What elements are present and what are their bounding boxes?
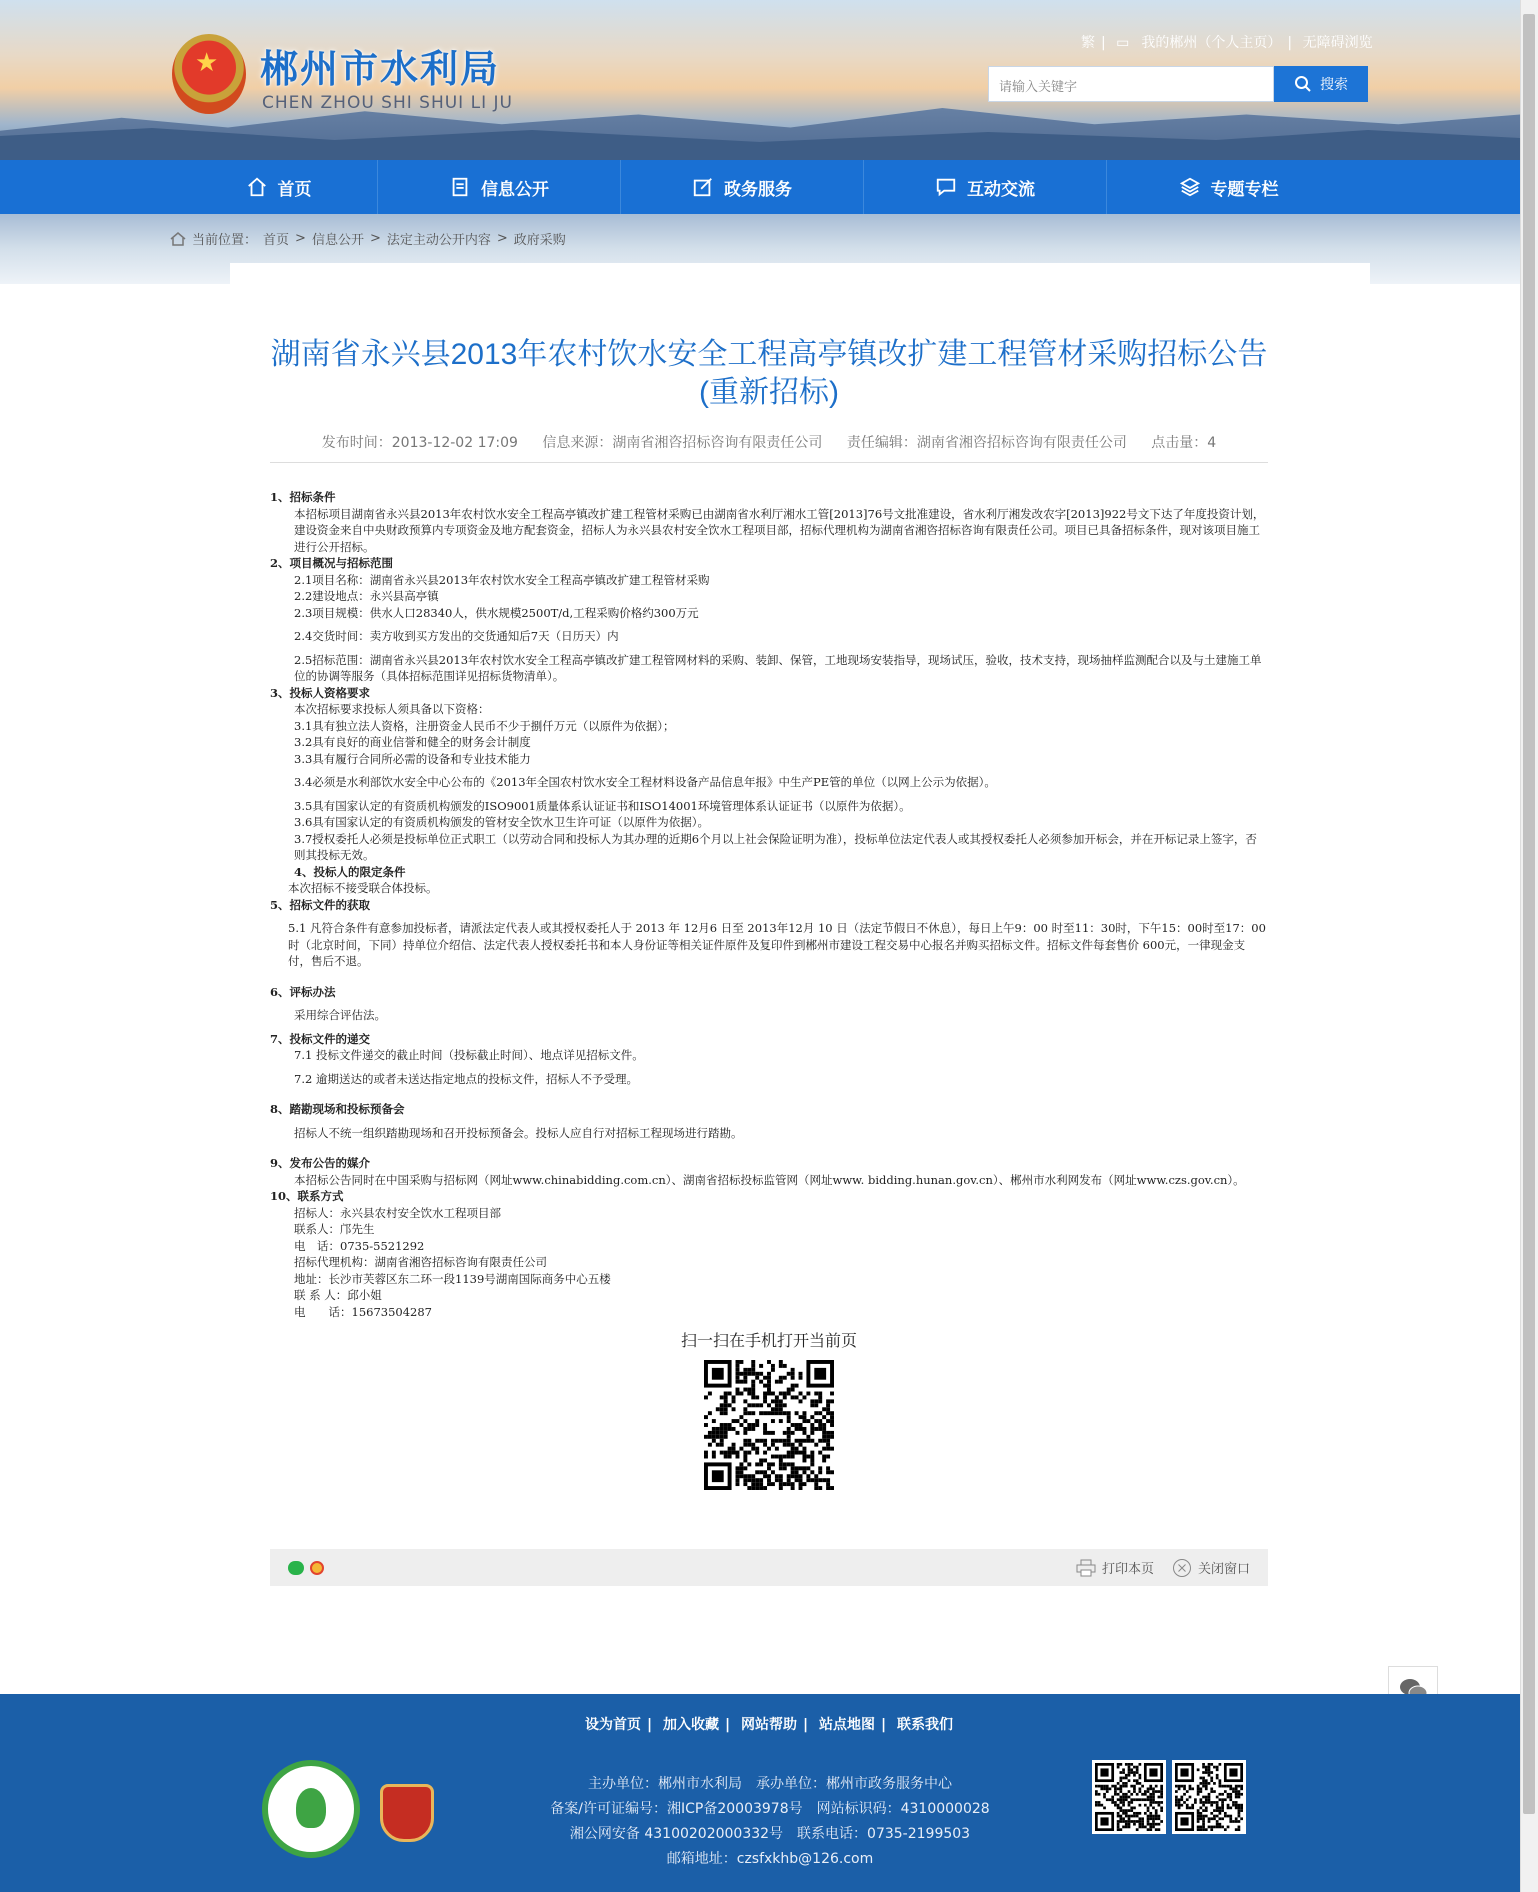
- set-homepage-link[interactable]: 设为首页: [585, 1717, 641, 1733]
- nav-item-label: 首页: [277, 179, 312, 200]
- printer-icon: [1076, 1559, 1096, 1577]
- article-paragraph: 2、项目概况与招标范围: [270, 556, 394, 570]
- footer-line-icp: 备案/许可证编号：湘ICP备20003978号 网站标识码：4310000028: [550, 1801, 990, 1817]
- article-paragraph: 4、投标人的限定条件: [294, 864, 406, 879]
- article-paragraph: 招标人：永兴县农村安全饮水工程项目部: [294, 1205, 501, 1220]
- main-nav: [0, 160, 1520, 214]
- article-paragraph: 3.1具有独立法人资格，注册资金人民币不少于捌仟万元（以原件为依据）；: [294, 718, 675, 733]
- paragraph-spacer: [270, 1141, 1268, 1155]
- article-paragraph: 2.3项目规模：供水人口28340人，供水规模2500T/d,工程采购价格约300万元: [294, 605, 699, 620]
- article-paragraph: 本招标公告同时在中国采购与招标网（网址www.chinabidding.com.cn）、湖南省招标投标监管网（网址www. bidding.hunan.gov.cn）、郴州市水利网发布（网址www.czs.gov.cn）。: [294, 1172, 1245, 1187]
- article-paragraph: 7.2 逾期送达的或者未送达指定地点的投标文件，招标人不予受理。: [294, 1071, 638, 1086]
- footer-links: 设为首页 | 加入收藏 | 网站帮助 | 站点地图 | 联系我们: [585, 1717, 953, 1733]
- weibo-share-icon[interactable]: [310, 1561, 324, 1575]
- article-paragraph: 3.5具有国家认定的有资质机构颁发的ISO9001质量体系认证证书和ISO14001环境管理体系认证证书（以原件为依据）。: [294, 798, 911, 813]
- accessibility-link[interactable]: 无障碍浏览: [1302, 35, 1373, 51]
- article-meta: [270, 432, 1268, 452]
- article-paragraph: 3.3具有履行合同所必需的设备和专业技术能力: [294, 751, 531, 766]
- breadcrumb-prefix: 当前位置：: [192, 233, 258, 248]
- article-paragraph: 招标代理机构：湖南省湘咨招标咨询有限责任公司: [294, 1255, 547, 1269]
- article-paragraph: 电 话：15673504287: [294, 1304, 432, 1319]
- publish-time: 发布时间：2013-12-02 17:09: [321, 435, 518, 451]
- nav-item-gov-services[interactable]: [621, 160, 864, 214]
- footer-info: [440, 1772, 1100, 1872]
- scrollbar-thumb[interactable]: [1523, 14, 1535, 1814]
- paragraph-spacer: [270, 1087, 1268, 1101]
- qr-caption: 扫一扫在手机打开当前页: [680, 1331, 857, 1350]
- party-gov-badge-logo[interactable]: [380, 1784, 434, 1842]
- edit-icon: [692, 176, 714, 198]
- breadcrumb-item-statutory[interactable]: 法定主动公开内容: [386, 233, 491, 248]
- site-subtitle: CHEN ZHOU SHI SHUI LI JU: [262, 93, 513, 113]
- footer-qr-code-wechat: [1092, 1760, 1166, 1834]
- article-paragraph: 本招标项目湖南省永兴县2013年农村饮水安全工程高亭镇改扩建工程管材采购已由湖南省水利厅湘水工管[2013]76号文批准建设，省水利厅湘发改农字[2013]922号文下达了年度投资计划，建设资金来自中央财政预算内专项资金及地方配套资金，招标人为永兴县农村安全饮水工程项目部，招标代理机构为湖南省湘咨招标咨询有限责任公司。项目已具备招标条件，现对该项目施工进行公开招标。: [294, 506, 1265, 554]
- search-button[interactable]: [1274, 66, 1368, 102]
- print-label: 打印本页: [1101, 1562, 1154, 1577]
- paragraph-spacer: [270, 767, 1268, 774]
- footer-line-organizer: 主办单位：郴州市水利局 承办单位：郴州市政务服务中心: [588, 1776, 952, 1792]
- share-icons: [288, 1561, 324, 1575]
- nav-item-interaction[interactable]: [864, 160, 1107, 214]
- close-icon: [1172, 1558, 1192, 1578]
- article-paragraph: 3.6具有国家认定的有资质机构颁发的管材安全饮水卫生许可证（以原件为依据）。: [294, 815, 710, 829]
- paragraph-spacer: [270, 970, 1268, 984]
- nav-item-label: 信息公开: [481, 179, 549, 200]
- article-paragraph: 6、评标办法: [270, 984, 336, 999]
- article-paragraph: 3.7授权委托人必须是投标单位正式职工（以劳动合同和投标人为其办理的近期6个月以上社会保险证明为准），投标单位法定代表人或其授权委托人必须参加开标会，并在开标记录上签字，否则其投标无效。: [294, 831, 1257, 862]
- paragraph-spacer: [270, 791, 1268, 798]
- article-toolbar: [270, 1549, 1268, 1586]
- paragraph-spacer: [270, 1024, 1268, 1031]
- article-paragraph: 招标人不统一组织踏勘现场和召开投标预备会。投标人应自行对招标工程现场进行踏勘。: [294, 1125, 743, 1140]
- article-paragraph: 3.4必须是水利部饮水安全中心公布的《2013年全国农村饮水安全工程材料设备产品信息年报》中生产PE管的单位（以网上公示为依据）。: [294, 775, 996, 789]
- breadcrumb-item-home[interactable]: 首页: [263, 233, 290, 248]
- close-window-button[interactable]: [1172, 1558, 1250, 1578]
- article-paragraph: 采用综合评估法。: [294, 1008, 386, 1022]
- top-links: 繁 | ▭ 我的郴州（个人主页） | 无障碍浏览: [1081, 35, 1373, 51]
- responsible-editor: 责任编辑：湖南省湘咨招标咨询有限责任公司: [846, 435, 1127, 451]
- contact-us-link[interactable]: 联系我们: [897, 1717, 953, 1733]
- article-paragraph: 2.5招标范围：湖南省永兴县2013年农村饮水安全工程高亭镇改扩建工程管网材料的采购、装卸、保管，工地现场安装指导，现场试压，验收，技术支持，现场抽样监测配合以及与土建施工单位的协调等服务（具体招标范围详见招标货物清单）。: [294, 652, 1262, 683]
- my-chenzhou-link[interactable]: 我的郴州（个人主页）: [1141, 35, 1282, 51]
- view-count: 点击量：4: [1151, 435, 1217, 451]
- article-paragraph: 3、投标人资格要求: [270, 685, 371, 700]
- national-emblem-logo: [172, 34, 246, 114]
- search-button-label: 搜索: [1320, 77, 1348, 93]
- info-source: 信息来源：湖南省湘咨招标咨询有限责任公司: [542, 435, 823, 451]
- chat-icon: [935, 176, 957, 198]
- article-paragraph: 地址：长沙市芙蓉区东二环一段1139号湖南国际商务中心五楼: [294, 1271, 611, 1286]
- article-paragraph: 3.2具有良好的商业信誉和健全的财务会计制度: [294, 735, 531, 749]
- nav-item-special-topics[interactable]: [1107, 160, 1350, 214]
- divider: [270, 462, 1268, 463]
- wechat-share-icon[interactable]: [288, 1561, 304, 1575]
- article-paragraph: 本次招标不接受联合体投标。: [288, 881, 438, 895]
- footer-qr-code-weibo: [1172, 1760, 1246, 1834]
- article-paragraph: 7、投标文件的递交: [270, 1031, 371, 1046]
- paragraph-spacer: [270, 1064, 1268, 1071]
- article-paragraph: 联系人：邝先生: [294, 1222, 375, 1236]
- home-icon: [246, 176, 268, 198]
- article-paragraph: 9、发布公告的媒介: [270, 1156, 371, 1170]
- article-paragraph: 5.1 凡符合条件有意参加投标者，请派法定代表人或其授权委托人于 2013 年 12月6 日至 2013年12月 10 日（法定节假日不休息），每日上午9：00 时至11：30时，下午15：00时至17：00时（北京时间，下同）持单位介绍信、法定代表人授权委托书和本人身份证等相关证件原件及复印件到郴州市建设工程交易中心报名并购买招标文件。招标文件每套售价 600元，一律现金支付，售后不退。: [288, 921, 1266, 968]
- layers-icon: [1179, 176, 1201, 198]
- paragraph-spacer: [270, 645, 1268, 652]
- article-paragraph: 2.4交货时间：卖方收到买方发出的交货通知后7天（日历天）内: [294, 629, 619, 643]
- search-icon: [1294, 75, 1312, 93]
- footer-line-police: 湘公网安备 43100202000332号 联系电话：0735-2199503: [569, 1826, 971, 1842]
- article-paragraph: 7.1 投标文件递交的截止时间（投标截止时间）、地点详见招标文件。: [294, 1048, 644, 1062]
- article-paragraph: 2.2建设地点：永兴县高亭镇: [294, 589, 439, 603]
- article-paragraph: 2.1项目名称：湖南省永兴县2013年农村饮水安全工程高亭镇改扩建工程管材采购: [294, 572, 710, 587]
- search-input[interactable]: 请输入关键字: [988, 66, 1274, 102]
- nav-item-label: 专题专栏: [1210, 179, 1279, 200]
- breadcrumb: 当前位置： 首页 > 信息公开 > 法定主动公开内容 > 政府采购: [170, 229, 566, 248]
- article-paragraph: 8、踏勘现场和投标预备会: [270, 1102, 405, 1116]
- monitor-icon: ▭: [1116, 35, 1130, 51]
- article-body: [270, 489, 1268, 1320]
- article-paragraph: 5、招标文件的获取: [270, 897, 371, 912]
- civilization-badge-logo[interactable]: [262, 1760, 360, 1858]
- site-help-link[interactable]: 网站帮助: [741, 1717, 797, 1733]
- nav-item-label: 政务服务: [724, 179, 792, 200]
- nav-item-home[interactable]: [180, 160, 378, 214]
- breadcrumb-item-info[interactable]: 信息公开: [311, 233, 364, 248]
- page-qr-code: [703, 1359, 835, 1491]
- breadcrumb-item-procurement[interactable]: 政府采购: [513, 233, 566, 248]
- article-title: 湖南省永兴县2013年农村饮水安全工程高亭镇改扩建工程管材采购招标公告(重新招标): [270, 338, 1268, 409]
- nav-item-info-disclosure[interactable]: [378, 160, 621, 214]
- home-icon: [170, 232, 186, 246]
- footer-line-email: 邮箱地址：czsfxkhb@126.com: [666, 1851, 874, 1867]
- article-paragraph: 1、招标条件: [270, 490, 336, 504]
- paragraph-spacer: [270, 1000, 1268, 1007]
- document-icon: [449, 176, 471, 198]
- traditional-chinese-link[interactable]: 繁: [1081, 35, 1095, 51]
- article-paragraph: 10、联系方式: [270, 1189, 344, 1203]
- close-window-label: 关闭窗口: [1197, 1562, 1250, 1577]
- sitemap-link[interactable]: 站点地图: [819, 1717, 875, 1733]
- article-paragraph: 联 系 人：邱小姐: [294, 1288, 382, 1302]
- nav-item-label: 互动交流: [967, 179, 1035, 200]
- footer: [0, 1694, 1520, 1892]
- paragraph-spacer: [270, 913, 1268, 920]
- paragraph-spacer: [270, 1118, 1268, 1125]
- print-button[interactable]: [1076, 1558, 1154, 1577]
- article-paragraph: 本次招标要求投标人须具备以下资格：: [294, 702, 490, 716]
- article-paragraph: 电 话：0735-5521292: [294, 1238, 425, 1253]
- site-title: 郴州市水利局: [260, 46, 501, 91]
- add-favorite-link[interactable]: 加入收藏: [663, 1717, 719, 1733]
- paragraph-spacer: [270, 621, 1268, 628]
